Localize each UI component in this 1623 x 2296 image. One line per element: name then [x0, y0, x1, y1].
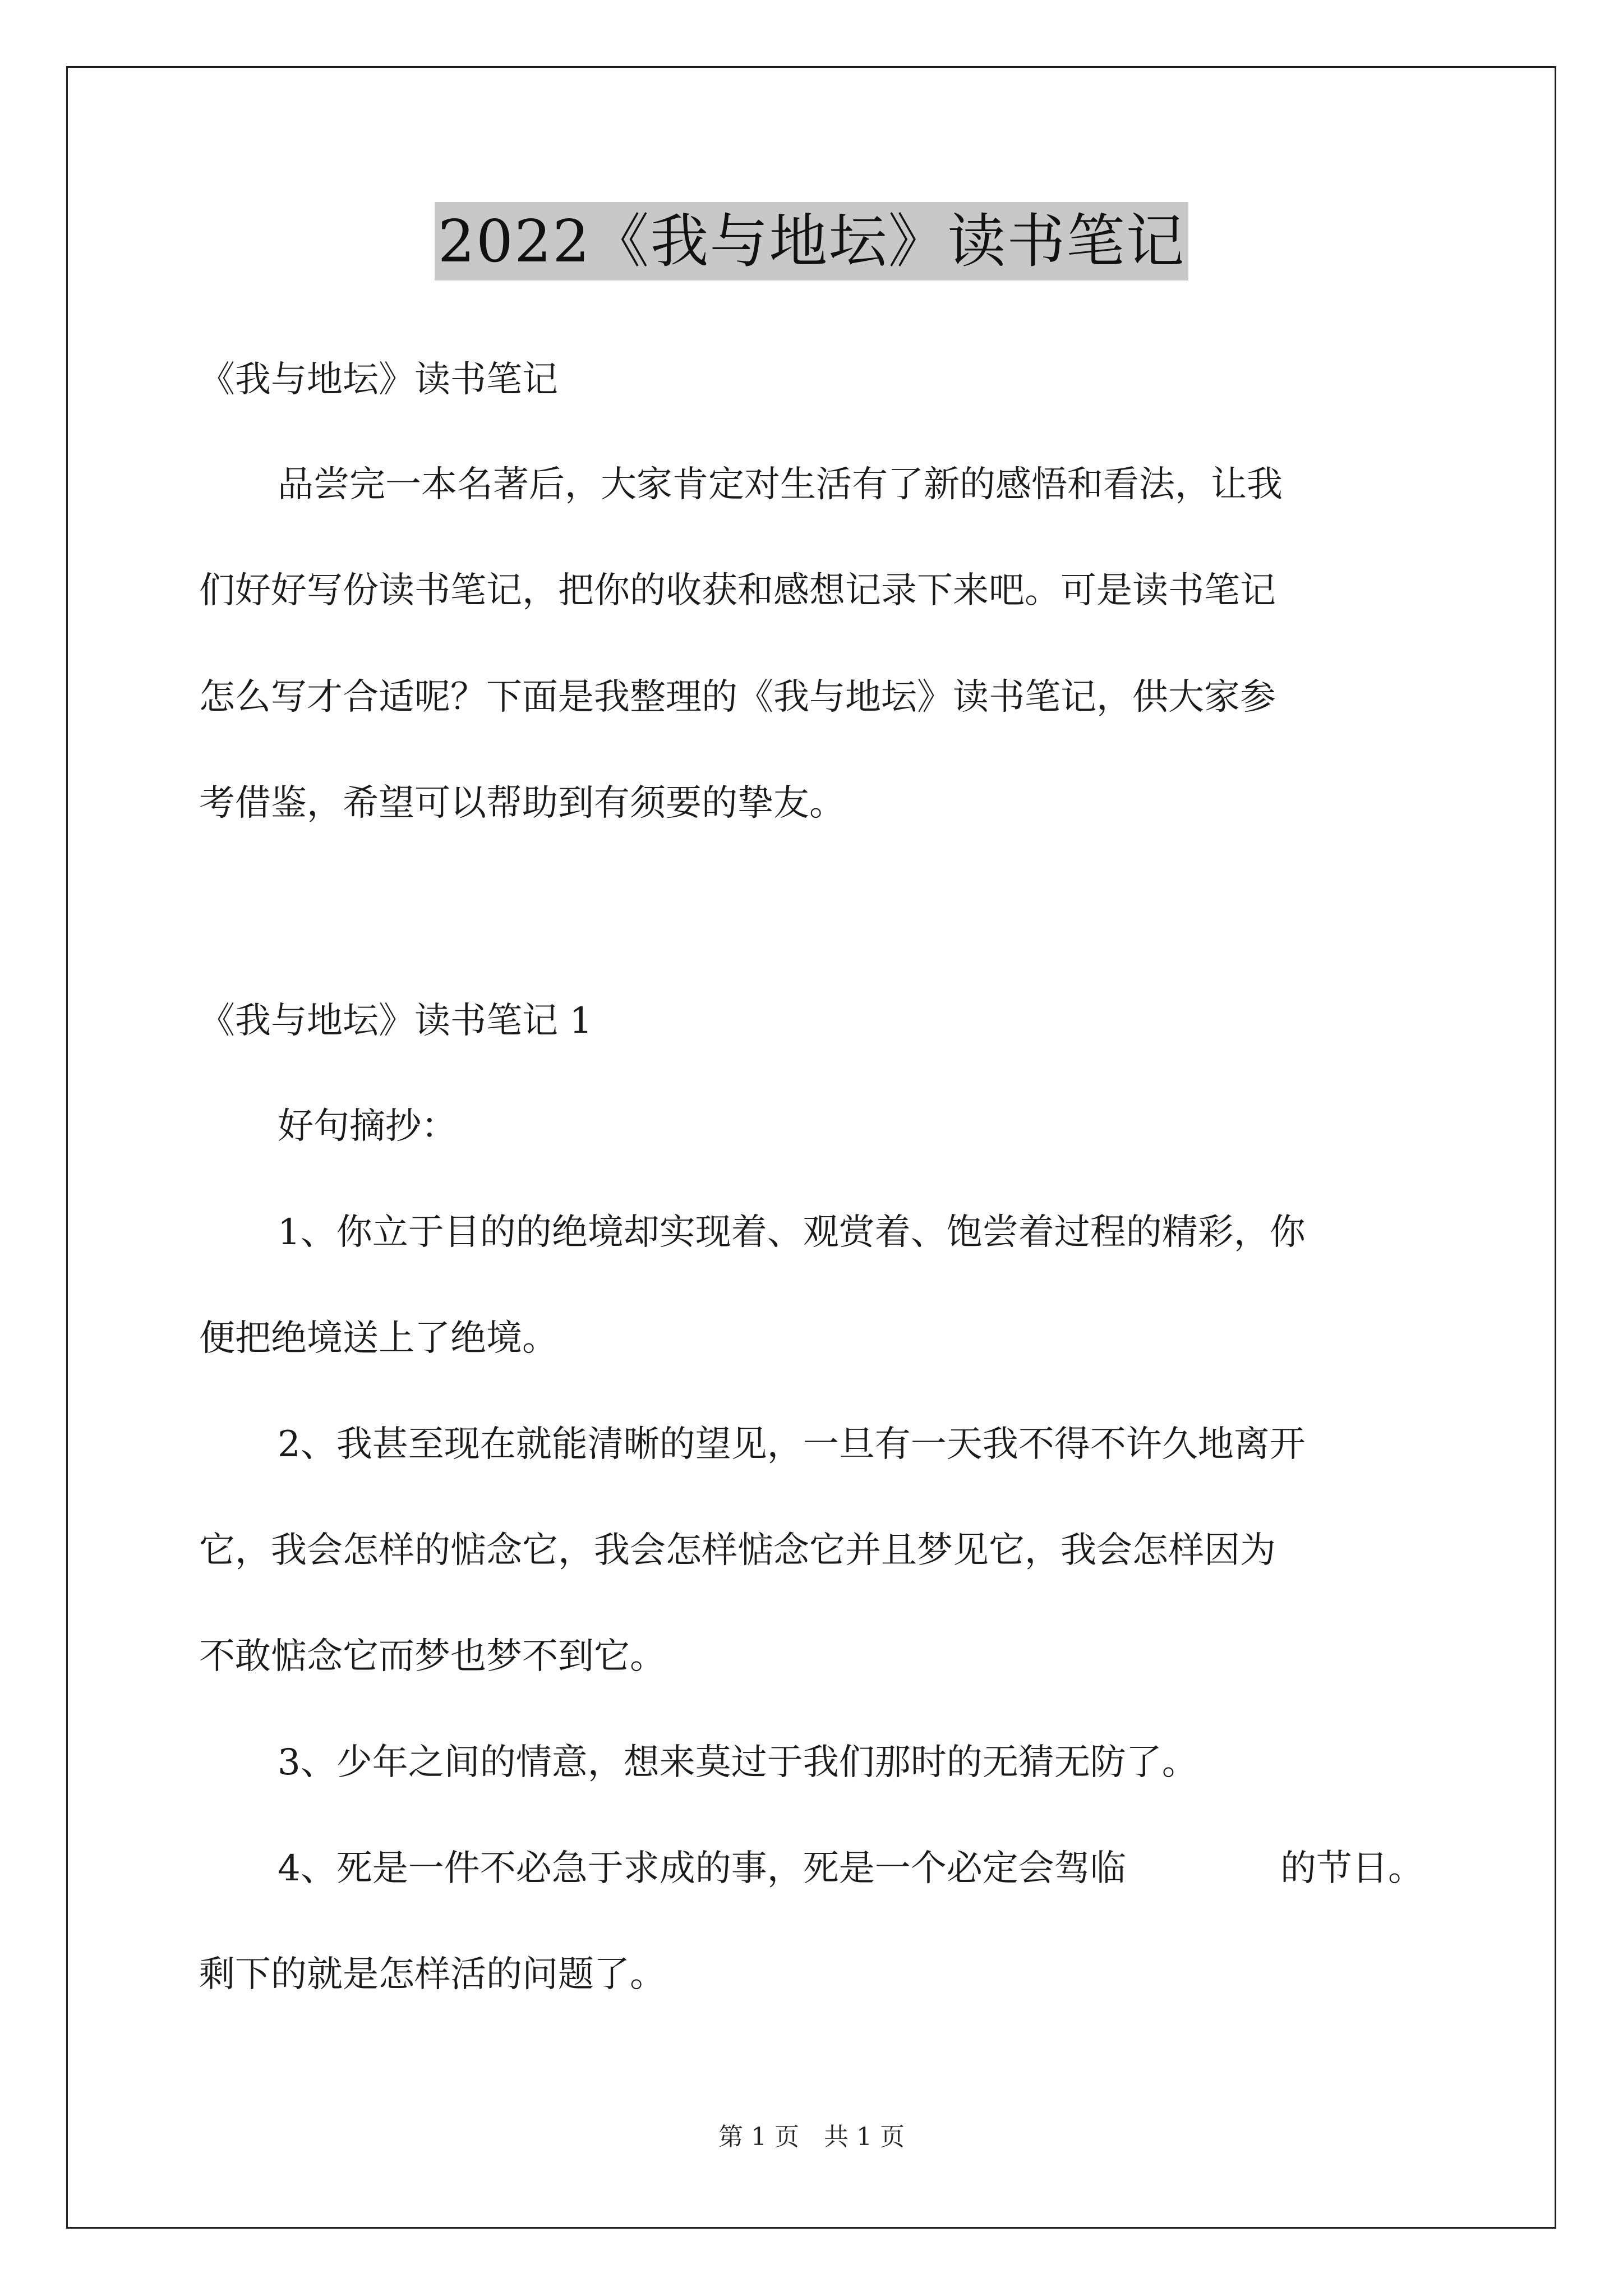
excerpt-label: 好句摘抄：: [278, 1106, 457, 1147]
excerpt-item-line: 它，我会怎样的惦念它，我会怎样惦念它并且梦见它，我会怎样因为: [199, 1530, 1276, 1571]
intro-line: 们好好写份读书笔记，把你的收获和感想记录下来吧。可是读书笔记: [199, 570, 1276, 611]
intro-line: 考借鉴，希望可以帮助到有须要的挚友。: [199, 783, 845, 824]
excerpt-item-fragment: 4、死是一件不必急于求成的事，死是一个必定会驾临: [278, 1848, 1126, 1889]
excerpt-item-line: 便把绝境送上了绝境。: [199, 1318, 558, 1359]
excerpt-item-line: 3、少年之间的情意，想来莫过于我们那时的无猜无防了。: [278, 1742, 1198, 1783]
document-subtitle: 《我与地坛》读书笔记: [199, 359, 558, 401]
section-heading: 《我与地坛》读书笔记 1: [199, 1000, 593, 1042]
intro-line: 品尝完一本名著后，大家肯定对生活有了新的感悟和看法，让我: [278, 464, 1283, 505]
page-footer: 第 1 页 共 1 页: [718, 2123, 905, 2151]
excerpt-item-line: 剩下的就是怎样活的问题了。: [199, 1954, 666, 1995]
excerpt-item-line: 1、你立于目的的绝境却实现着、观赏着、饱尝着过程的精彩，你: [278, 1212, 1306, 1253]
excerpt-item-fragment: 的节日。: [1280, 1848, 1424, 1889]
document-title: 2022《我与地坛》读书笔记: [435, 202, 1189, 280]
title-container: [0, 202, 1623, 280]
excerpt-item-line: 2、我甚至现在就能清晰的望见，一旦有一天我不得不许久地离开: [278, 1424, 1306, 1465]
intro-line: 怎么写才合适呢？下面是我整理的《我与地坛》读书笔记，供大家参: [199, 677, 1276, 718]
excerpt-item-line: 不敢惦念它而梦也梦不到它。: [199, 1636, 666, 1677]
excerpt-item-line: [278, 1846, 1424, 1891]
